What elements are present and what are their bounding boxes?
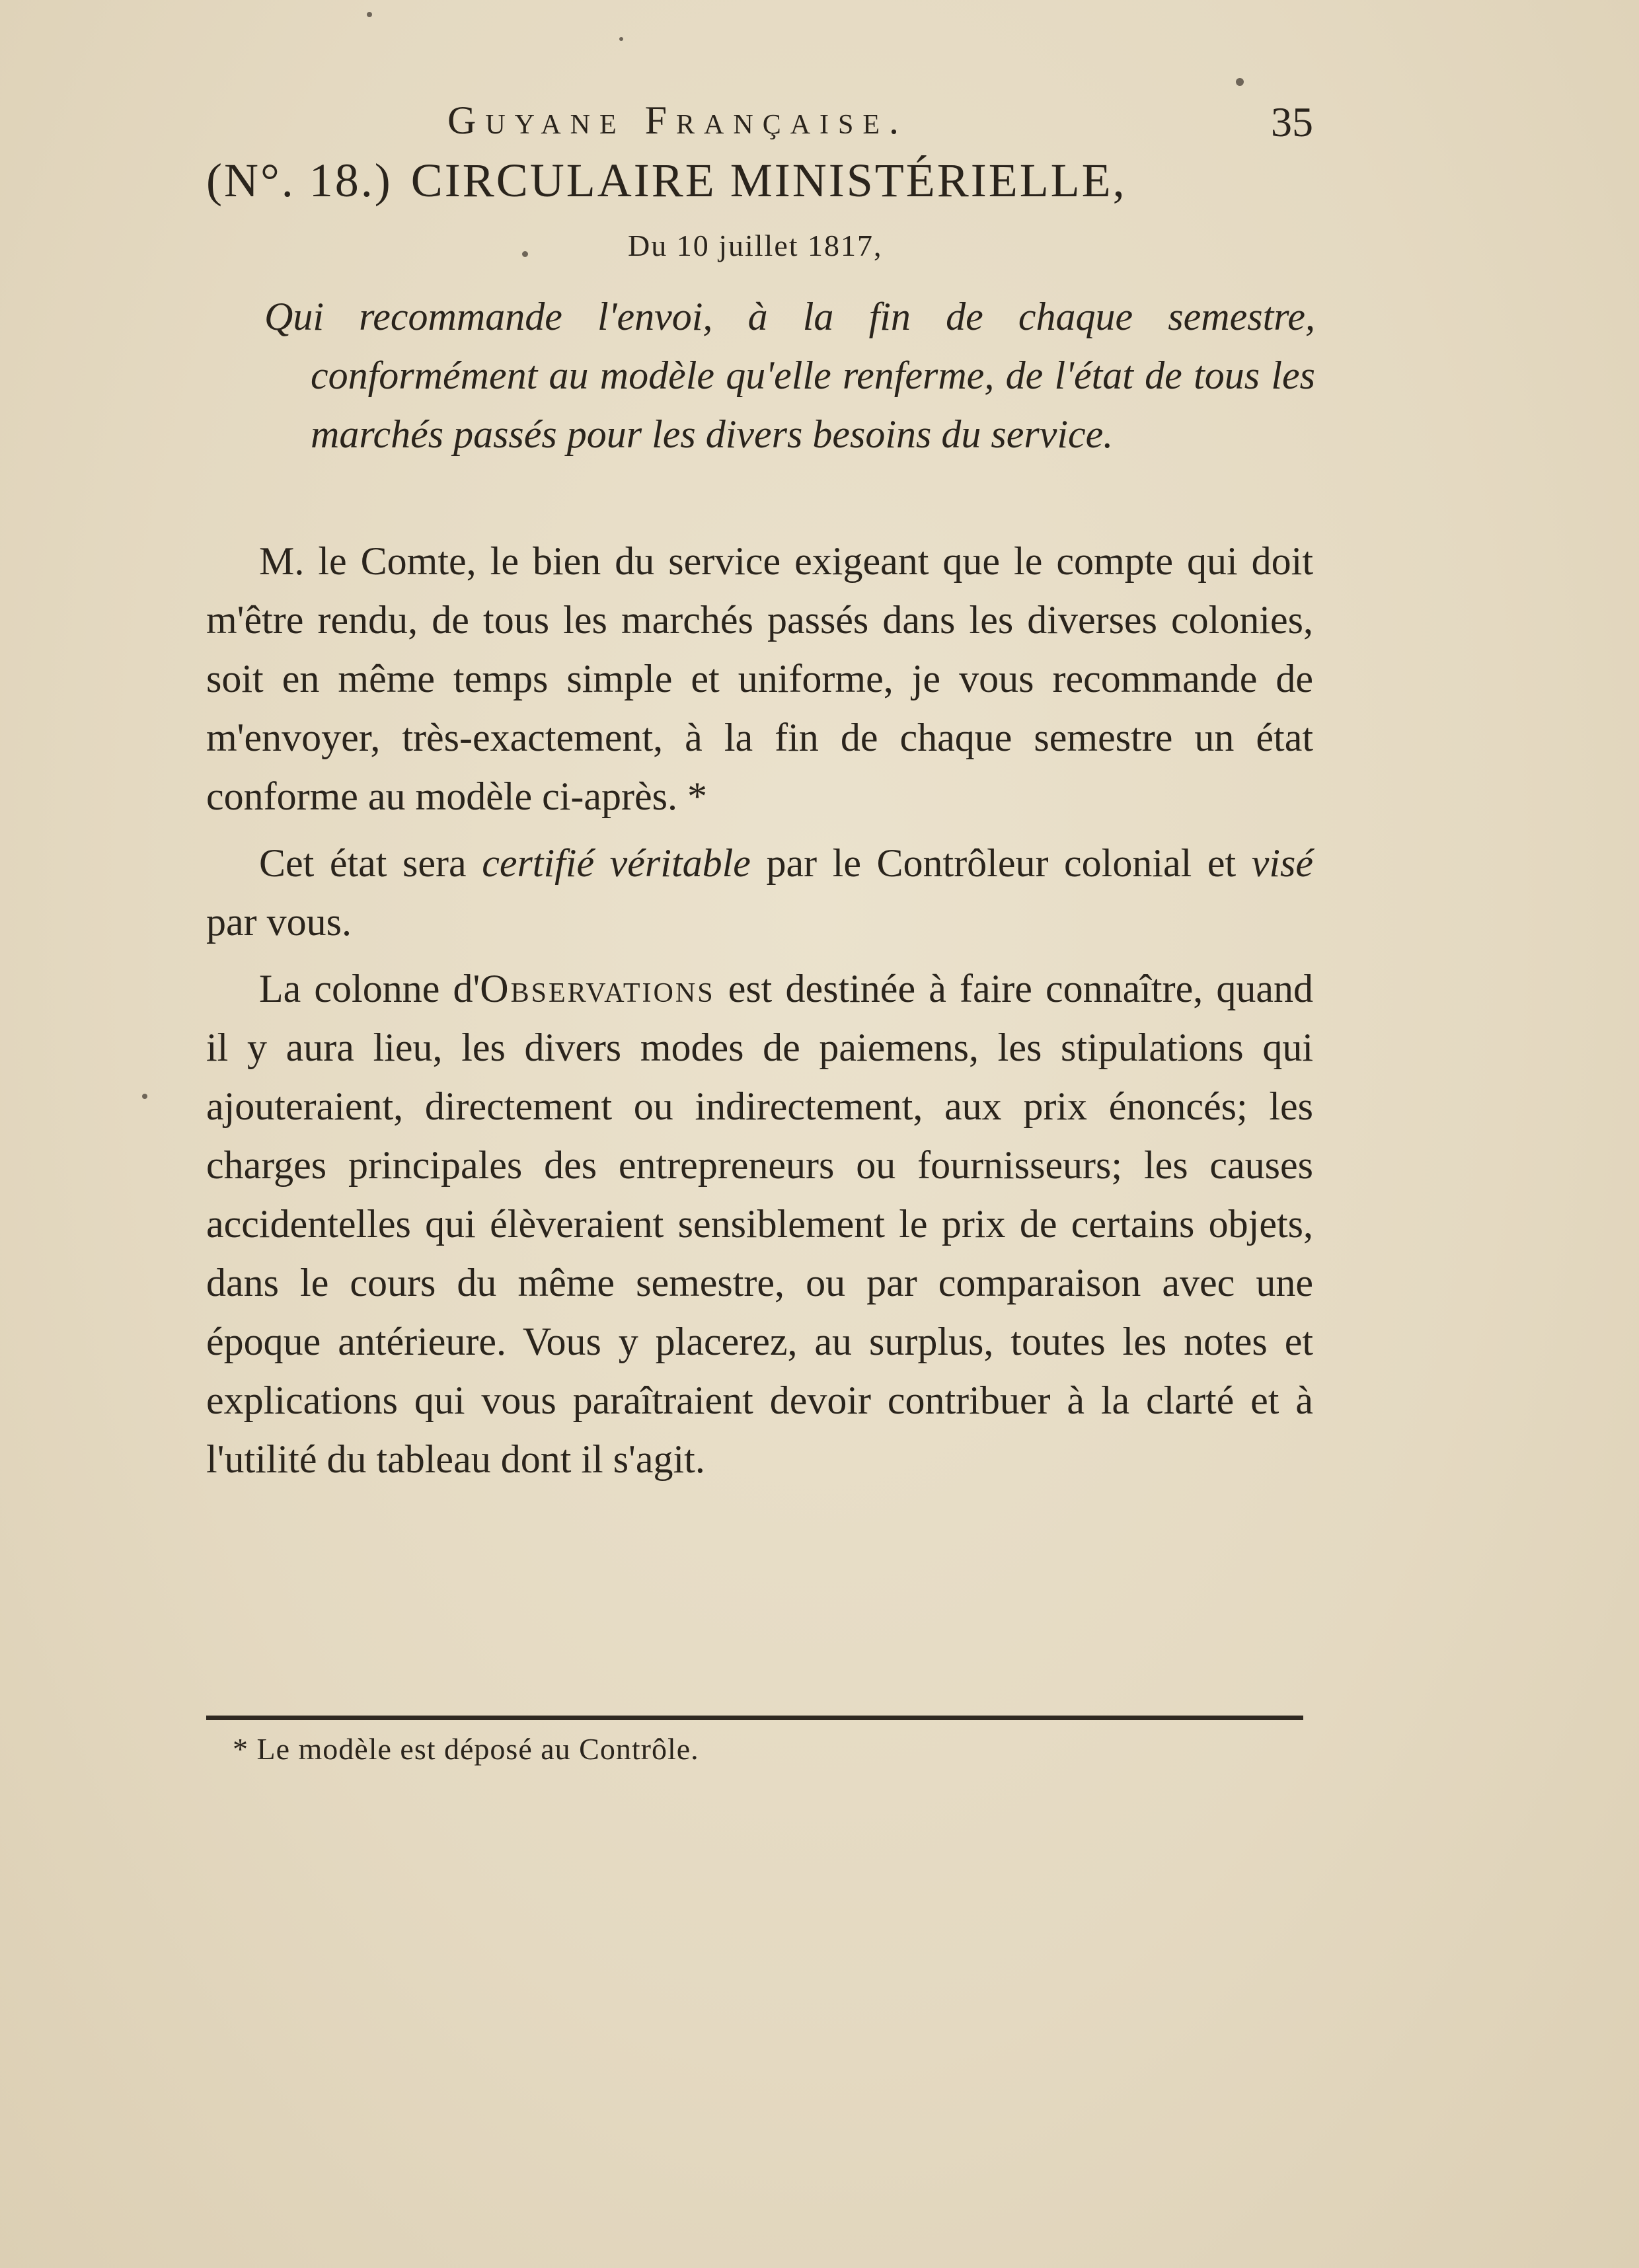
page-number: 35 [1271,98,1313,145]
paragraph-3-part-a: La colonne d' [259,967,480,1010]
paragraph-2-part-c: par le Contrôleur colonial et [750,841,1252,885]
paragraph-1: M. le Comte, le bien du service exigeant que le compte qui doit m'être rendu, de tous les marchés passés dans les diverses colonies, soit en même temps simple et uniforme, je vous recommande de m'envoyer, très-exactement, à la fin de chaque semestre un état conforme au modèle ci-après. * [206,539,1313,818]
ink-speck [522,251,528,257]
paragraph-2-part-e: par vous. [206,900,352,944]
circular-heading [206,153,1313,208]
footnote-rule [206,1716,1303,1720]
dateline: Du 10 juillet 1817, [628,229,883,262]
paragraph-2 [206,834,1313,952]
paragraph-3 [206,960,1313,1489]
footnote: * Le modèle est déposé au Contrôle. [233,1732,699,1766]
paragraph-3-part-c: est destinée à faire connaître, quand il y aura lieu, les divers modes de paiemens, les stipulations qui ajouteraient, directement ou indirectement, aux prix énoncés; les charges principales des entrepreneurs ou fournisseurs; les causes accidentelles qui élèveraient sensiblement le prix de certains objets, dans le cours du même semestre, ou par comparaison avec une époque antérieure. Vous y placerez, au surplus, toutes les notes et explications qui vous paraîtraient devoir contribuer à la clarté et à l'utilité du tableau dont il s'agit. [206,967,1313,1481]
paragraph-2-italic-certifie: certifié véritable [482,841,751,885]
summary: Qui recommande l'envoi, à la fin de chaque semestre, conformément au modèle qu'elle renferme, de l'état de tous les marchés passés pour les divers besoins du service. [264,295,1315,456]
circular-title: CIRCULAIRE MINISTÉRIELLE, [410,154,1127,207]
running-head [206,98,1313,151]
ink-speck [142,1094,147,1099]
paragraph-2-italic-vise: visé [1251,841,1313,885]
ink-speck [1236,78,1244,86]
ink-speck [367,12,372,17]
body-text [206,532,1313,1497]
paragraph-2-part-a: Cet état sera [259,841,482,885]
running-title: Guyane Française. [447,98,909,142]
circular-number: (N°. 18.) [206,154,393,207]
ink-speck [619,37,623,41]
paragraph-3-observations: Observations [480,967,715,1010]
